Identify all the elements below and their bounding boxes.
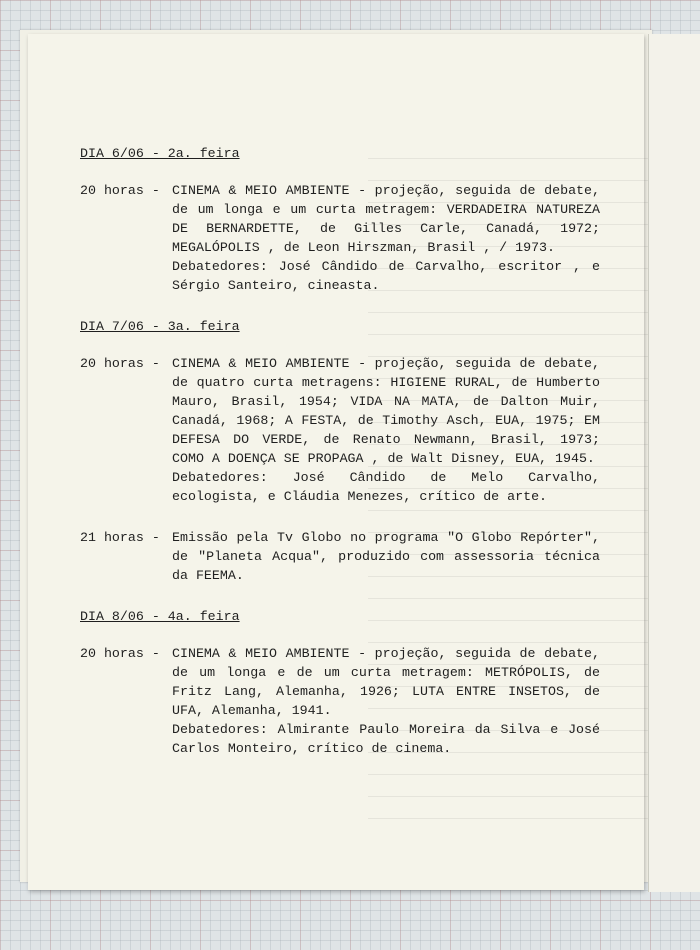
day-section (80, 317, 600, 585)
entry-debaters: Debatedores: José Cândido de Melo Carvalho, ecologista, e Cláudia Menezes, crítico de arte. (172, 470, 600, 504)
entry-time: 20 horas - (80, 646, 160, 661)
entry-body (172, 181, 600, 295)
entry-description: Emissão pela Tv Globo no programa "O Globo Repórter", de "Planeta Acqua", produzido com assessoria técnica da FEEMA. (172, 530, 600, 583)
schedule (80, 144, 600, 758)
day-heading: DIA 7/06 - 3a. feira (80, 319, 240, 334)
schedule-entry (80, 644, 600, 758)
entry-time: 21 horas - (80, 530, 160, 545)
entry-body (172, 528, 600, 585)
day-heading: DIA 6/06 - 2a. feira (80, 146, 240, 161)
entry-description: CINEMA & MEIO AMBIENTE - projeção, seguida de debate, de quatro curta metragens: HIGIENE RURAL, de Humberto Mauro, Brasil, 1954; VIDA NA MATA, de Dalton Muir, Canadá, 1968; A FESTA, de Timothy Asch, EUA, 1975; EM DEFESA DO VERDE, de Renato Newmann, Brasil, 1973; COMO A DOENÇA SE PROPAGA , de Walt Disney, EUA, 1945. (172, 356, 600, 466)
entry-body (172, 644, 600, 758)
schedule-entry (80, 181, 600, 295)
entry-description: CINEMA & MEIO AMBIENTE - projeção, seguida de debate, de um longa e um curta metragem: VERDADEIRA NATUREZA DE BERNARDETTE, de Gilles Carle, Canadá, 1972; MEGALÓPOLIS , de Leon Hirszman, Brasil , / 1973. (172, 183, 600, 255)
entry-debaters: Debatedores: José Cândido de Carvalho, escritor , e Sérgio Santeiro, cineasta. (172, 259, 600, 293)
day-heading: DIA 8/06 - 4a. feira (80, 609, 240, 624)
entry-body (172, 354, 600, 506)
entry-description: CINEMA & MEIO AMBIENTE - projeção, seguida de debate, de um longa e de um curta metragem: METRÓPOLIS, de Fritz Lang, Alemanha, 1926; LUTA ENTRE INSETOS, de UFA, Alemanha, 1941. (172, 646, 600, 718)
entry-debaters: Debatedores: Almirante Paulo Moreira da Silva e José Carlos Monteiro, crítico de cinema. (172, 722, 600, 756)
schedule-entry (80, 528, 600, 585)
day-section (80, 607, 600, 758)
schedule-entry (80, 354, 600, 506)
entry-time: 20 horas - (80, 356, 160, 371)
next-page-edge (648, 34, 700, 892)
entry-time: 20 horas - (80, 183, 160, 198)
day-section (80, 144, 600, 295)
